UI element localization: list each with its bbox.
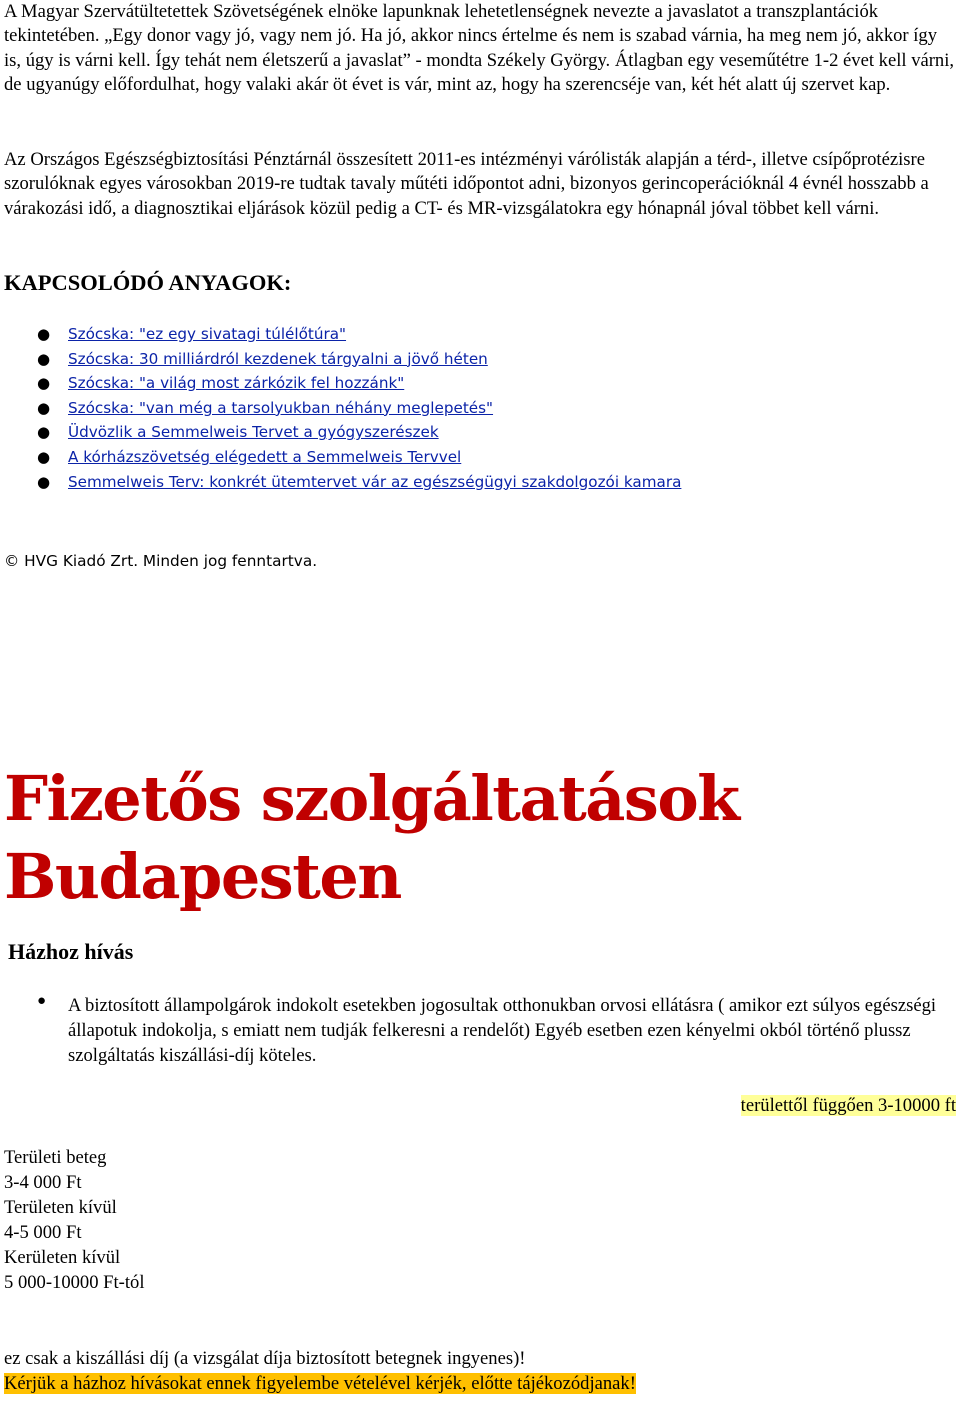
list-item bbox=[0, 470, 681, 495]
price-list-item: Kerületen kívül bbox=[4, 1247, 121, 1268]
article-paragraph-2: Az Országos Egészségbiztosítási Pénztárnál összesített 2011-es intézményi várólisták alapján a térd-, illetve csípőprotézisre szorulóknak egyes városokban 2019-re tudtak tavaly műtéti időpontot adni, bizonyos gerincoperációknál 4 évnél hosszabb a várakozási idő, a diagnosztikai eljárások közül pedig a CT- és MR-vizsgálatokra egy hónapnál jóval többet kell várni. bbox=[4, 149, 929, 219]
list-item bbox=[0, 420, 681, 445]
article-paragraph-1: A Magyar Szervátültetettek Szövetségének elnöke lapunknak lehetetlenségnek nevezte a javaslatot a transzplantációk tekintetében. „Egy donor vagy jó, vagy nem jó. Ha jó, akkor nincs értelme és nem is szabad várnia, ha meg nem jó, akkor így is, úgy is várni kell. Így tehát nem életszerű a javaslat” - mondta Székely György. Átlagban egy veseműtétre 1-2 évet kell várni, de ugyanúgy előfordulhat, hogy valaki akár öt évet is vár, mint az, hogy ha szerencséje van, két hét alatt új szervet kap. bbox=[4, 1, 955, 96]
fee-note: ez csak a kiszállási díj (a vizsgálat díja biztosított betegnek ingyenes)! bbox=[4, 1348, 526, 1369]
related-link[interactable]: Szócska: 30 milliárdról kezdenek tárgyalni a jövő héten bbox=[68, 349, 488, 368]
list-item bbox=[0, 371, 681, 396]
bullet-icon: ● bbox=[37, 349, 51, 368]
related-link[interactable]: Szócska: "ez egy sivatagi túlélőtúra" bbox=[68, 325, 347, 343]
list-item bbox=[0, 322, 681, 347]
bullet-icon: ● bbox=[37, 423, 51, 442]
price-list-item: Területi beteg bbox=[4, 1147, 107, 1168]
bullet-icon: ● bbox=[37, 993, 47, 1009]
bullet-icon: ● bbox=[37, 472, 51, 491]
bullet-icon: ● bbox=[37, 325, 51, 343]
house-call-heading: Házhoz hívás bbox=[8, 939, 134, 964]
area-fee-highlight: területtől függően 3-10000 ft bbox=[740, 1095, 956, 1116]
price-list bbox=[4, 1145, 145, 1295]
price-list-item: 5 000-10000 Ft-tól bbox=[4, 1272, 145, 1293]
price-list-item: 3-4 000 Ft bbox=[4, 1172, 82, 1193]
related-link[interactable]: Szócska: "a világ most zárkózik fel hozzánk" bbox=[68, 374, 405, 393]
request-note bbox=[4, 1372, 636, 1396]
area-fee-note bbox=[741, 1094, 956, 1118]
bullet-icon: ● bbox=[37, 374, 51, 393]
related-link[interactable]: Semmelweis Terv: konkrét ütemtervet vár az egészségügyi szakdolgozói kamara bbox=[68, 472, 682, 491]
related-heading: KAPCSOLÓDÓ ANYAGOK: bbox=[4, 270, 292, 295]
list-item bbox=[0, 347, 681, 372]
request-highlight: Kérjük a házhoz hívásokat ennek figyelembe vételével kérjék, előtte tájékozódjanak! bbox=[4, 1373, 636, 1394]
copyright-notice: © HVG Kiadó Zrt. Minden jog fenntartva. bbox=[4, 552, 318, 570]
related-link[interactable]: Üdvözlik a Semmelweis Tervet a gyógyszerészek bbox=[68, 423, 439, 442]
bullet-icon: ● bbox=[37, 398, 51, 417]
house-call-description: A biztosított állampolgárok indokolt esetekben jogosultak otthonukban orvosi ellátásra ( amikor ezt súlyos egészségi állapotuk indokolja, s emiatt nem tudják felkeresni a rendelőt) Egyéb esetben ezen kényelmi okból történő plussz szolgáltatás kiszállási-díj köteles. bbox=[68, 995, 937, 1066]
related-link[interactable]: Szócska: "van még a tarsolyukban néhány meglepetés" bbox=[68, 398, 494, 417]
list-item bbox=[0, 445, 681, 470]
price-list-item: Területen kívül bbox=[4, 1197, 117, 1218]
related-links-list bbox=[0, 322, 681, 494]
related-link[interactable]: A kórházszövetség elégedett a Semmelweis Tervvel bbox=[68, 447, 462, 466]
price-list-item: 4-5 000 Ft bbox=[4, 1222, 82, 1243]
bullet-icon: ● bbox=[37, 447, 51, 466]
services-title: Fizetős szolgáltatások Budapesten bbox=[4, 762, 739, 913]
list-item bbox=[0, 396, 681, 421]
